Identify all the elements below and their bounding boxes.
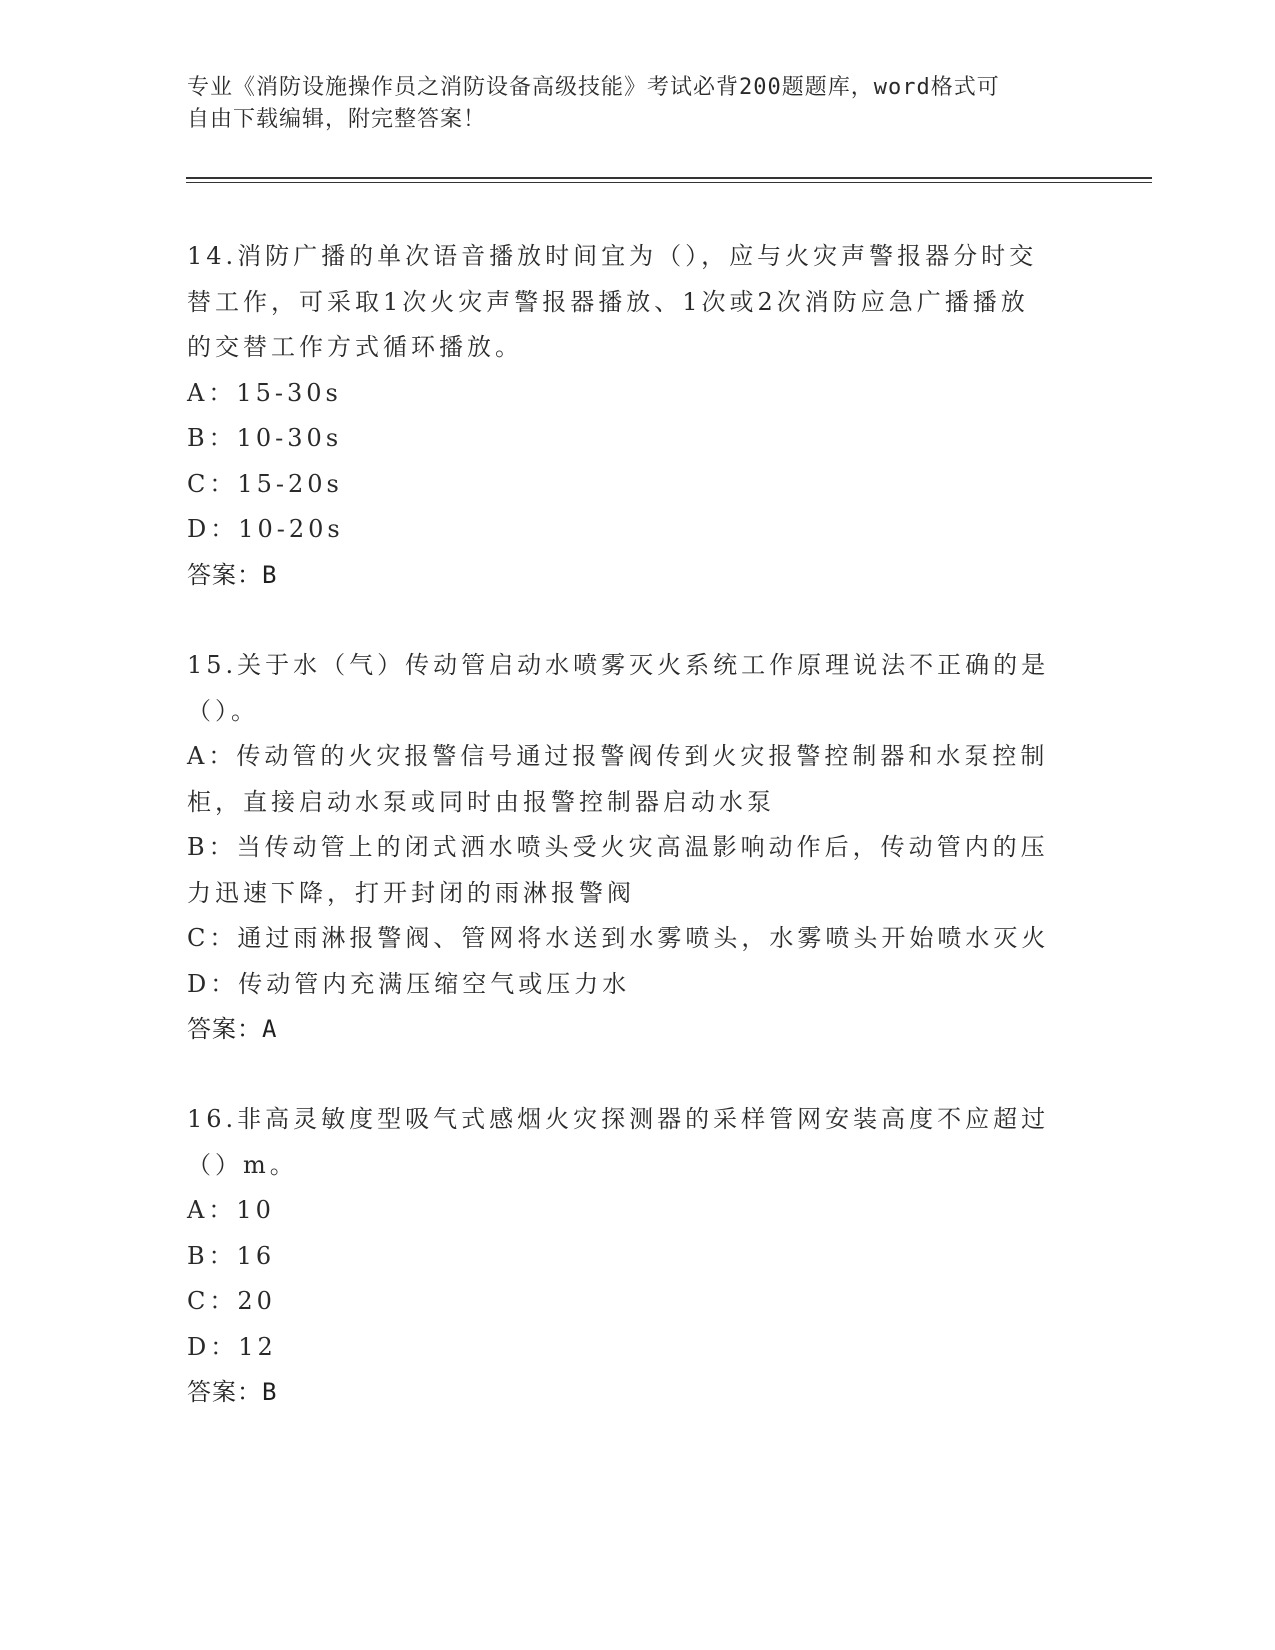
option-a: A：15-30s	[187, 378, 342, 407]
option-a-line-1: A：传动管的火灾报警信号通过报警阀传到火灾报警控制器和水泵控制	[187, 742, 1049, 770]
question-16	[187, 1097, 1087, 1416]
document-header	[187, 72, 1077, 136]
option-c: C：通过雨淋报警阀、管网将水送到水雾喷头，水雾喷头开始喷水灭火	[187, 924, 1050, 952]
option-d: D：传动管内充满压缩空气或压力水	[187, 969, 631, 998]
answer-label: 答案：B	[187, 1378, 278, 1406]
header-title-line-1: 专业《消防设施操作员之消防设备高级技能》考试必背200题题库，word格式可	[187, 75, 1000, 100]
question-stem-line: 15.关于水（气）传动管启动水喷雾灭火系统工作原理说法不正确的是	[187, 651, 1050, 679]
option-b-line-1: B：当传动管上的闭式洒水喷头受火灾高温影响动作后，传动管内的压	[187, 833, 1049, 861]
question-stem-line: （）m。	[187, 1150, 298, 1179]
option-a-line-2: 柜，直接启动水泵或同时由报警控制器启动水泵	[187, 787, 775, 816]
question-stem-line: 的交替工作方式循环播放。	[187, 333, 523, 361]
header-divider-thin	[186, 182, 1152, 183]
question-stem-line: 16.非高灵敏度型吸气式感烟火灾探测器的采样管网安装高度不应超过	[187, 1105, 1050, 1133]
option-c: C：15-20s	[187, 469, 343, 498]
option-b: B：16	[187, 1241, 276, 1270]
option-d: D：10-20s	[187, 515, 344, 543]
option-d: D：12	[187, 1332, 277, 1361]
question-stem-line: 替工作，可采取1次火灾声警报器播放、1次或2次消防应急广播播放	[187, 287, 1029, 316]
question-14	[187, 234, 1087, 598]
option-a: A：10	[187, 1196, 275, 1224]
option-b-line-2: 力迅速下降，打开封闭的雨淋报警阀	[187, 878, 635, 907]
option-c: C：20	[187, 1287, 276, 1315]
answer-label: 答案：A	[187, 1015, 278, 1043]
question-15	[187, 643, 1087, 1053]
question-stem-line: （）。	[187, 696, 259, 725]
answer-label: 答案：B	[187, 560, 278, 589]
header-title-line-2: 自由下载编辑，附完整答案！	[187, 107, 487, 132]
header-divider-thick	[186, 177, 1152, 179]
option-b: B：10-30s	[187, 424, 343, 452]
question-stem-line: 14.消防广播的单次语音播放时间宜为（），应与火灾声警报器分时交	[187, 242, 1038, 270]
